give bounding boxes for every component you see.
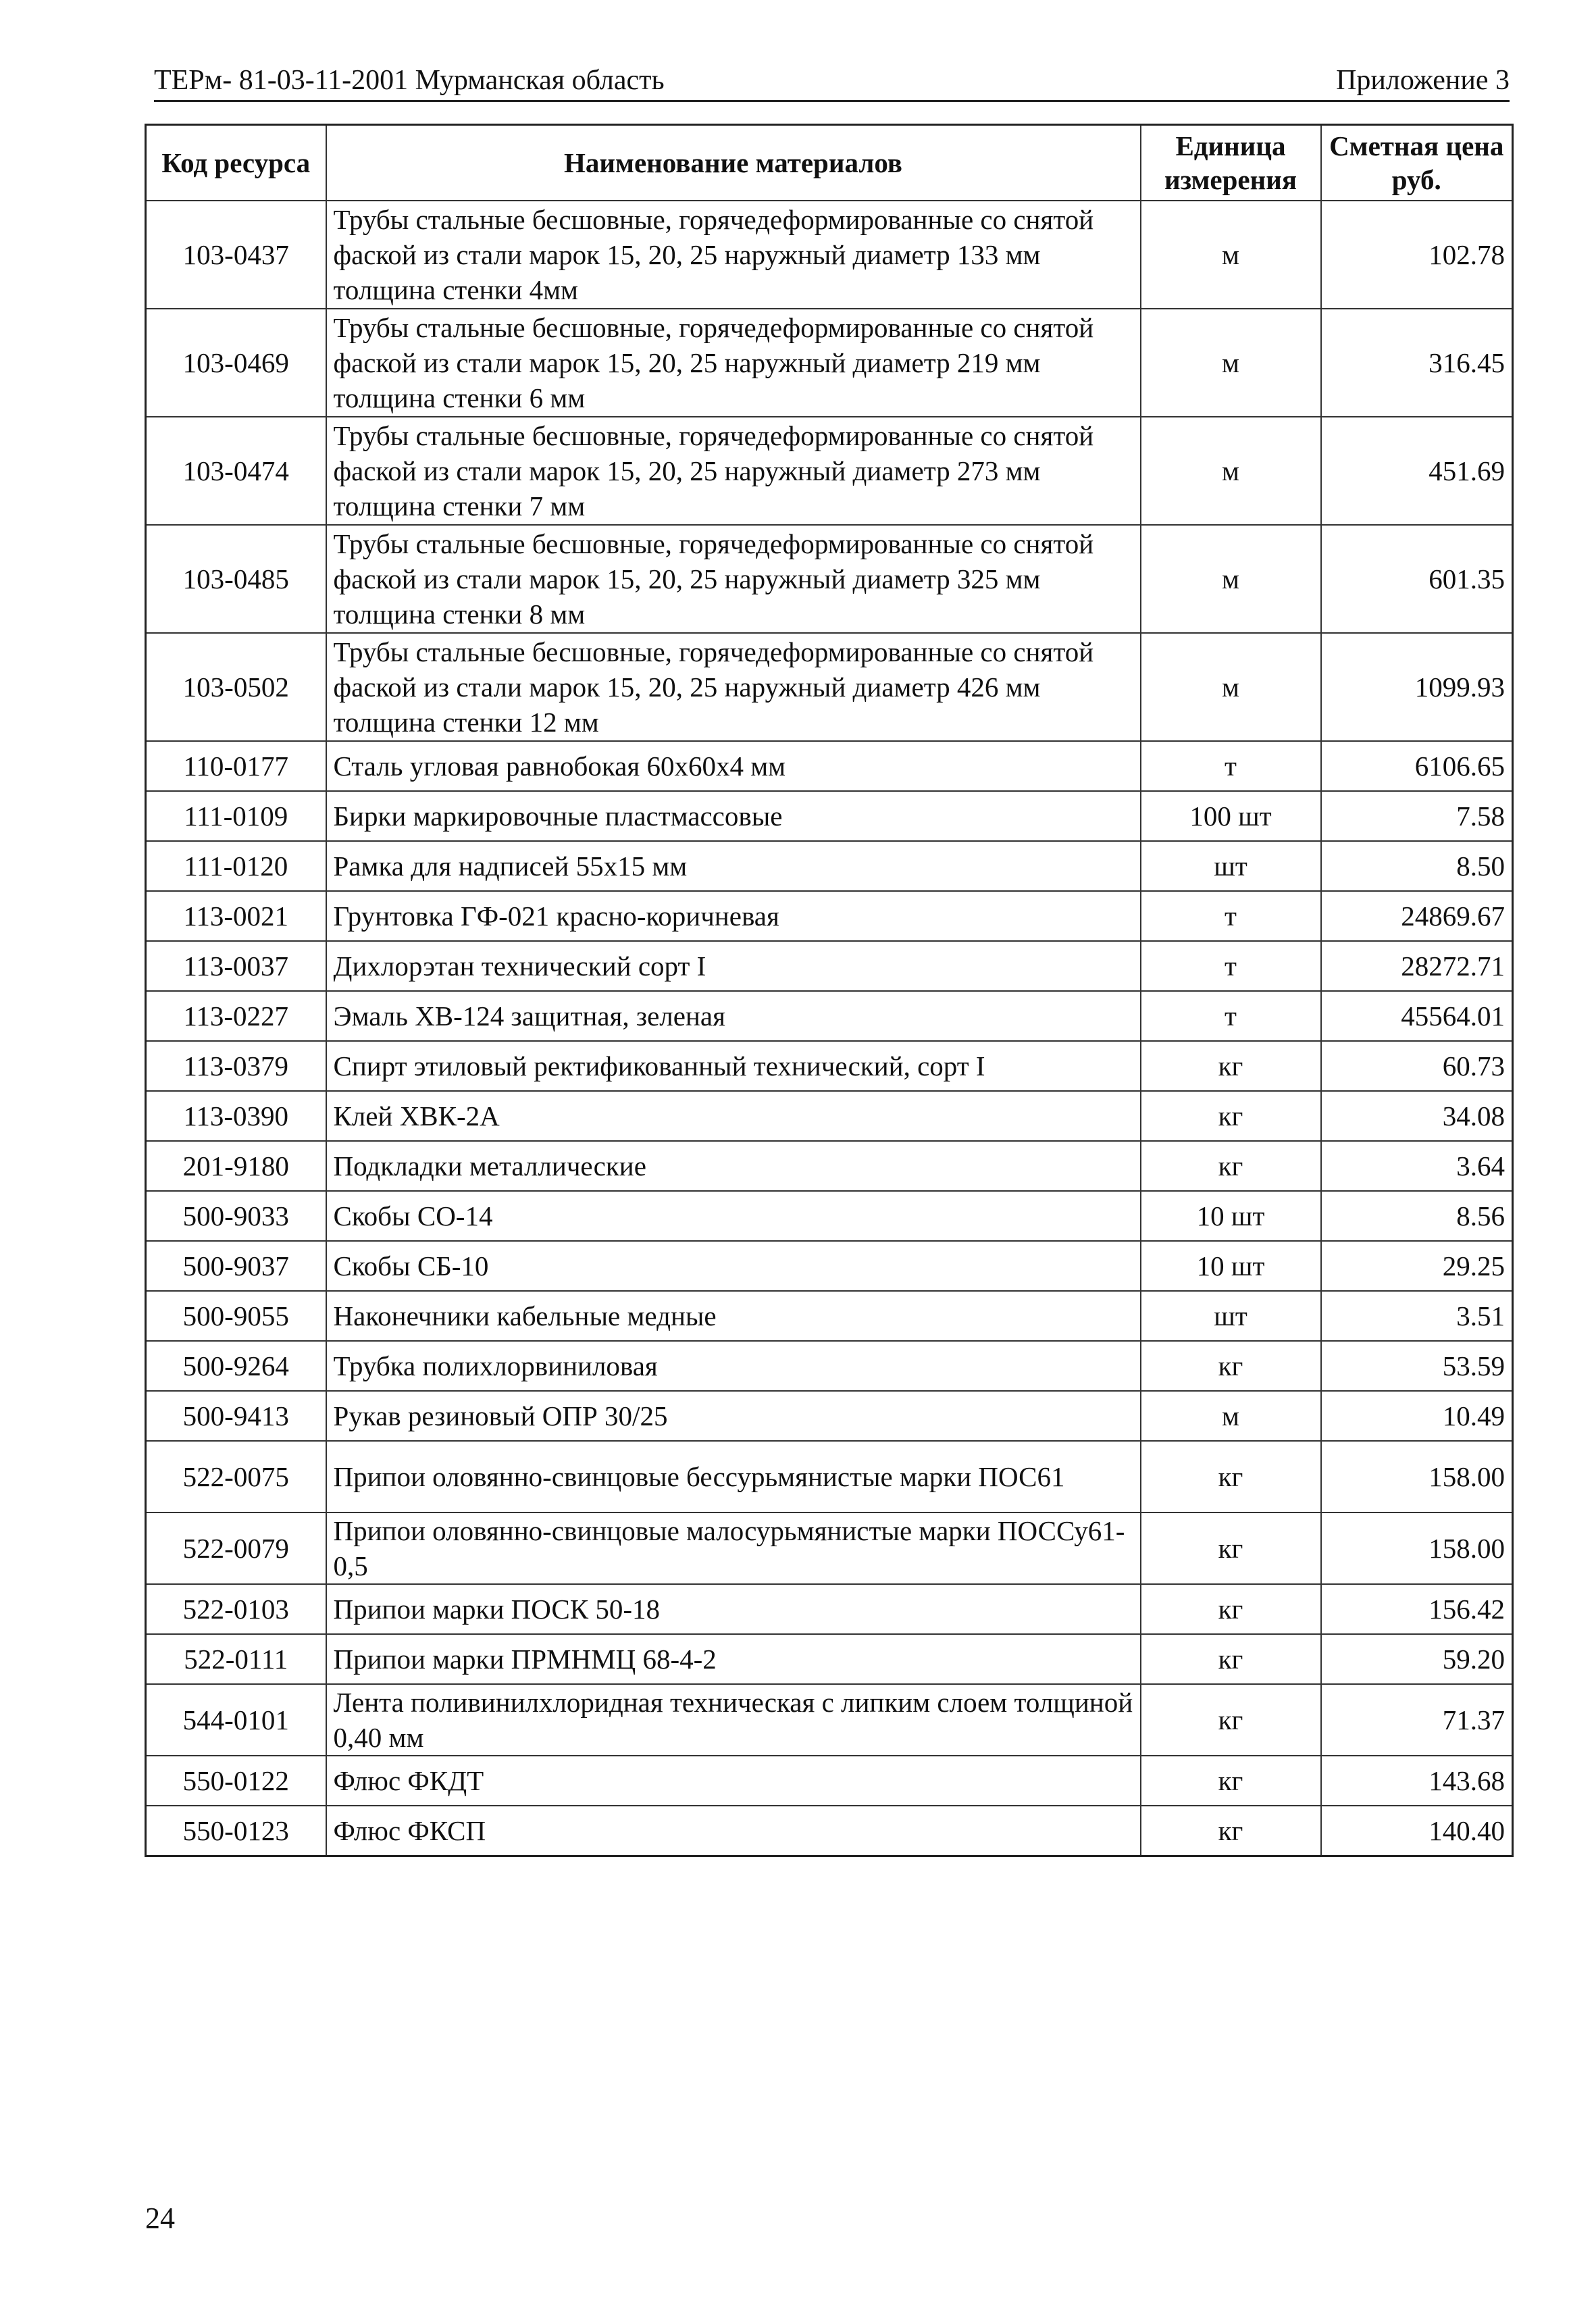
cell-code: 103-0502	[146, 633, 326, 741]
cell-unit: шт	[1141, 841, 1321, 891]
cell-price: 316.45	[1321, 309, 1513, 417]
cell-code: 113-0037	[146, 941, 326, 991]
table-row	[146, 1041, 1513, 1091]
cell-unit: кг	[1141, 1806, 1321, 1856]
table-row	[146, 1241, 1513, 1291]
table-row	[146, 1291, 1513, 1341]
cell-name: Трубы стальные бесшовные, горячедеформированные со снятой фаской из стали марок 15, 20, 25 наружный диаметр 219 мм толщина стенки 6 мм	[326, 309, 1141, 417]
cell-code: 110-0177	[146, 741, 326, 791]
page-number: 24	[145, 2202, 175, 2235]
cell-code: 113-0021	[146, 891, 326, 941]
cell-price: 59.20	[1321, 1634, 1513, 1684]
cell-name: Скобы СБ-10	[326, 1241, 1141, 1291]
cell-name: Припои марки ПРМНМЦ 68-4-2	[326, 1634, 1141, 1684]
cell-unit: кг	[1141, 1341, 1321, 1391]
table-row	[146, 1091, 1513, 1141]
cell-price: 29.25	[1321, 1241, 1513, 1291]
cell-code: 522-0103	[146, 1584, 326, 1634]
cell-price: 158.00	[1321, 1513, 1513, 1584]
cell-name: Клей ХВК-2А	[326, 1091, 1141, 1141]
cell-name: Припои оловянно-свинцовые бессурьмянистые марки ПОС61	[326, 1441, 1141, 1513]
table-row	[146, 1341, 1513, 1391]
cell-unit: т	[1141, 941, 1321, 991]
cell-code: 201-9180	[146, 1141, 326, 1191]
cell-unit: кг	[1141, 1584, 1321, 1634]
cell-price: 34.08	[1321, 1091, 1513, 1141]
cell-code: 500-9033	[146, 1191, 326, 1241]
cell-name: Припои оловянно-свинцовые малосурьмянистые марки ПОССу61-0,5	[326, 1513, 1141, 1584]
cell-unit: кг	[1141, 1141, 1321, 1191]
cell-name: Эмаль ХВ-124 защитная, зеленая	[326, 991, 1141, 1041]
table-row	[146, 1141, 1513, 1191]
table-row	[146, 1441, 1513, 1513]
cell-name: Дихлорэтан технический сорт I	[326, 941, 1141, 991]
cell-code: 111-0120	[146, 841, 326, 891]
cell-code: 550-0123	[146, 1806, 326, 1856]
cell-code: 113-0227	[146, 991, 326, 1041]
cell-price: 6106.65	[1321, 741, 1513, 791]
table-row	[146, 1806, 1513, 1856]
cell-price: 24869.67	[1321, 891, 1513, 941]
cell-name: Флюс ФКДТ	[326, 1756, 1141, 1806]
cell-name: Трубы стальные бесшовные, горячедеформированные со снятой фаской из стали марок 15, 20, 25 наружный диаметр 133 мм толщина стенки 4мм	[326, 201, 1141, 309]
cell-unit: кг	[1141, 1513, 1321, 1584]
cell-code: 113-0390	[146, 1091, 326, 1141]
cell-unit: м	[1141, 633, 1321, 741]
cell-name: Рукав резиновый ОПР 30/25	[326, 1391, 1141, 1441]
cell-name: Наконечники кабельные медные	[326, 1291, 1141, 1341]
cell-price: 143.68	[1321, 1756, 1513, 1806]
table-row	[146, 309, 1513, 417]
cell-unit: 10 шт	[1141, 1191, 1321, 1241]
cell-price: 451.69	[1321, 417, 1513, 525]
cell-price: 156.42	[1321, 1584, 1513, 1634]
table-row	[146, 841, 1513, 891]
table-row	[146, 417, 1513, 525]
table-body	[146, 201, 1513, 1856]
cell-code: 111-0109	[146, 791, 326, 841]
cell-name: Сталь угловая равнобокая 60х60х4 мм	[326, 741, 1141, 791]
cell-unit: шт	[1141, 1291, 1321, 1341]
cell-code: 522-0111	[146, 1634, 326, 1684]
cell-name: Флюс ФКСП	[326, 1806, 1141, 1856]
table-row	[146, 741, 1513, 791]
table-row	[146, 1684, 1513, 1756]
cell-code: 522-0079	[146, 1513, 326, 1584]
cell-unit: т	[1141, 741, 1321, 791]
cell-unit: 100 шт	[1141, 791, 1321, 841]
cell-code: 500-9264	[146, 1341, 326, 1391]
cell-name: Подкладки металлические	[326, 1141, 1141, 1191]
cell-price: 8.50	[1321, 841, 1513, 891]
cell-unit: кг	[1141, 1041, 1321, 1091]
cell-unit: м	[1141, 417, 1321, 525]
cell-unit: кг	[1141, 1091, 1321, 1141]
cell-price: 1099.93	[1321, 633, 1513, 741]
cell-name: Трубы стальные бесшовные, горячедеформированные со снятой фаской из стали марок 15, 20, 25 наружный диаметр 273 мм толщина стенки 7 мм	[326, 417, 1141, 525]
table-row	[146, 1391, 1513, 1441]
page-header	[154, 61, 1510, 102]
table-row	[146, 891, 1513, 941]
table-row	[146, 1191, 1513, 1241]
document-title: ТЕРм- 81-03-11-2001 Мурманская область	[154, 65, 665, 96]
table-row	[146, 1634, 1513, 1684]
table-row	[146, 941, 1513, 991]
cell-price: 8.56	[1321, 1191, 1513, 1241]
header-price: Сметная цена руб.	[1321, 125, 1513, 201]
cell-price: 28272.71	[1321, 941, 1513, 991]
cell-name: Лента поливинилхлоридная техническая с липким слоем толщиной 0,40 мм	[326, 1684, 1141, 1756]
table-row	[146, 201, 1513, 309]
cell-unit: т	[1141, 891, 1321, 941]
cell-code: 550-0122	[146, 1756, 326, 1806]
cell-unit: кг	[1141, 1684, 1321, 1756]
table-row	[146, 991, 1513, 1041]
table-row	[146, 791, 1513, 841]
cell-unit: 10 шт	[1141, 1241, 1321, 1291]
cell-unit: кг	[1141, 1634, 1321, 1684]
cell-code: 500-9055	[146, 1291, 326, 1341]
table-row	[146, 1584, 1513, 1634]
cell-unit: кг	[1141, 1441, 1321, 1513]
cell-code: 103-0485	[146, 525, 326, 633]
cell-code: 522-0075	[146, 1441, 326, 1513]
cell-unit: м	[1141, 201, 1321, 309]
cell-code: 103-0469	[146, 309, 326, 417]
cell-name: Припои марки ПОСК 50-18	[326, 1584, 1141, 1634]
cell-price: 45564.01	[1321, 991, 1513, 1041]
cell-unit: м	[1141, 525, 1321, 633]
table-row	[146, 1513, 1513, 1584]
cell-name: Трубы стальные бесшовные, горячедеформированные со снятой фаской из стали марок 15, 20, 25 наружный диаметр 426 мм толщина стенки 12 мм	[326, 633, 1141, 741]
cell-name: Рамка для надписей 55х15 мм	[326, 841, 1141, 891]
cell-price: 60.73	[1321, 1041, 1513, 1091]
cell-price: 158.00	[1321, 1441, 1513, 1513]
cell-price: 7.58	[1321, 791, 1513, 841]
cell-price: 3.51	[1321, 1291, 1513, 1341]
cell-name: Трубы стальные бесшовные, горячедеформированные со снятой фаской из стали марок 15, 20, 25 наружный диаметр 325 мм толщина стенки 8 мм	[326, 525, 1141, 633]
cell-name: Грунтовка ГФ-021 красно-коричневая	[326, 891, 1141, 941]
table-header-row	[146, 125, 1513, 201]
cell-name: Скобы СО-14	[326, 1191, 1141, 1241]
header-unit: Единица измерения	[1141, 125, 1321, 201]
cell-code: 113-0379	[146, 1041, 326, 1091]
cell-name: Бирки маркировочные пластмассовые	[326, 791, 1141, 841]
cell-price: 140.40	[1321, 1806, 1513, 1856]
cell-code: 103-0474	[146, 417, 326, 525]
header-code: Код ресурса	[146, 125, 326, 201]
cell-code: 544-0101	[146, 1684, 326, 1756]
cell-price: 3.64	[1321, 1141, 1513, 1191]
cell-price: 601.35	[1321, 525, 1513, 633]
cell-code: 103-0437	[146, 201, 326, 309]
cell-price: 102.78	[1321, 201, 1513, 309]
header-name: Наименование материалов	[326, 125, 1141, 201]
table-row	[146, 1756, 1513, 1806]
cell-price: 71.37	[1321, 1684, 1513, 1756]
cell-name: Трубка полихлорвиниловая	[326, 1341, 1141, 1391]
cell-price: 53.59	[1321, 1341, 1513, 1391]
appendix-label: Приложение 3	[1336, 65, 1510, 96]
cell-unit: м	[1141, 309, 1321, 417]
cell-unit: м	[1141, 1391, 1321, 1441]
cell-price: 10.49	[1321, 1391, 1513, 1441]
cell-code: 500-9413	[146, 1391, 326, 1441]
table-row	[146, 633, 1513, 741]
table-row	[146, 525, 1513, 633]
cell-code: 500-9037	[146, 1241, 326, 1291]
cell-name: Спирт этиловый ректификованный технический, сорт I	[326, 1041, 1141, 1091]
cell-unit: т	[1141, 991, 1321, 1041]
cell-unit: кг	[1141, 1756, 1321, 1806]
materials-table	[145, 124, 1514, 1857]
